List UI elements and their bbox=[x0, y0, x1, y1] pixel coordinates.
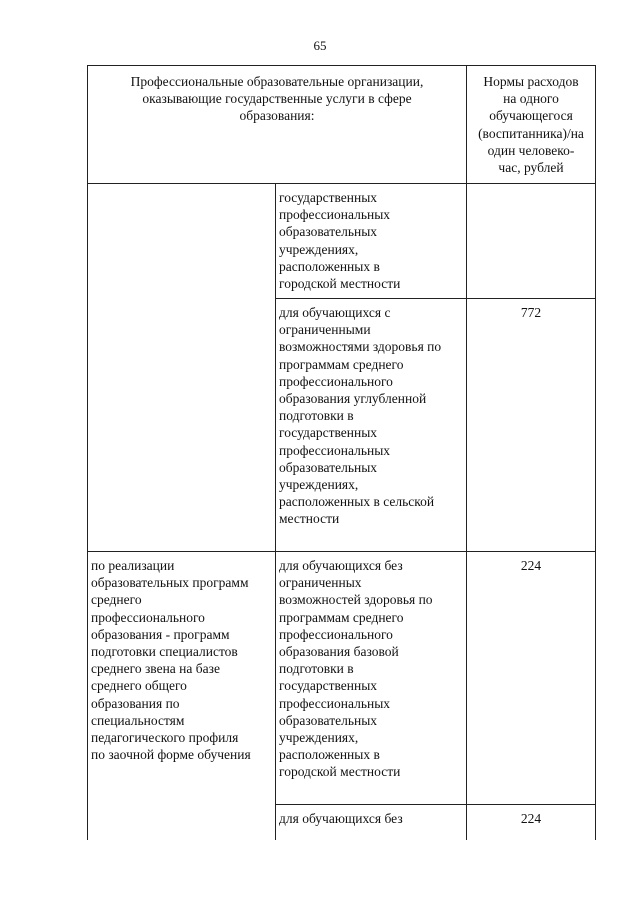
row-divider bbox=[275, 804, 595, 805]
table-border-right bbox=[595, 65, 596, 840]
header-norms: Нормы расходов на одного обучающегося (воспитанника)/на один человеко- час, рублей bbox=[478, 74, 584, 176]
row-divider bbox=[275, 298, 595, 299]
page-number: 65 bbox=[313, 38, 327, 53]
row-category: по реализации образовательных программ среднего профессионального образования - программ подготовки специалистов среднего звена на базе среднего общего образования по специальностям педагогического профиля по заочной форме обучения bbox=[91, 558, 251, 763]
row-divider bbox=[87, 551, 595, 552]
row-description: для обучающихся с ограниченными возможностями здоровья по программам среднего профессионального образования углубленной подготовки в государственных профессиональных образовательных учреждениях, расположенных в сельской местности bbox=[279, 305, 442, 527]
header-organizations: Профессиональные образовательные организации, оказывающие государственные услуги в сфере образования: bbox=[130, 74, 424, 124]
table-border-top bbox=[87, 65, 595, 66]
row-description: для обучающихся без bbox=[279, 811, 403, 826]
column-divider bbox=[466, 65, 467, 840]
row-norm-value: 772 bbox=[520, 305, 542, 320]
row-description: государственных профессиональных образовательных учреждениях, расположенных в городской местности bbox=[279, 190, 401, 292]
row-norm-value: 224 bbox=[520, 811, 542, 826]
row-description: для обучающихся без ограниченных возможностей здоровья по программам среднего профессионального образования базовой подготовки в государственных профессиональных образовательных учреждениях, расположенных в городской местности bbox=[279, 558, 433, 780]
header-divider bbox=[87, 183, 595, 184]
row-norm-value: 224 bbox=[520, 558, 542, 573]
